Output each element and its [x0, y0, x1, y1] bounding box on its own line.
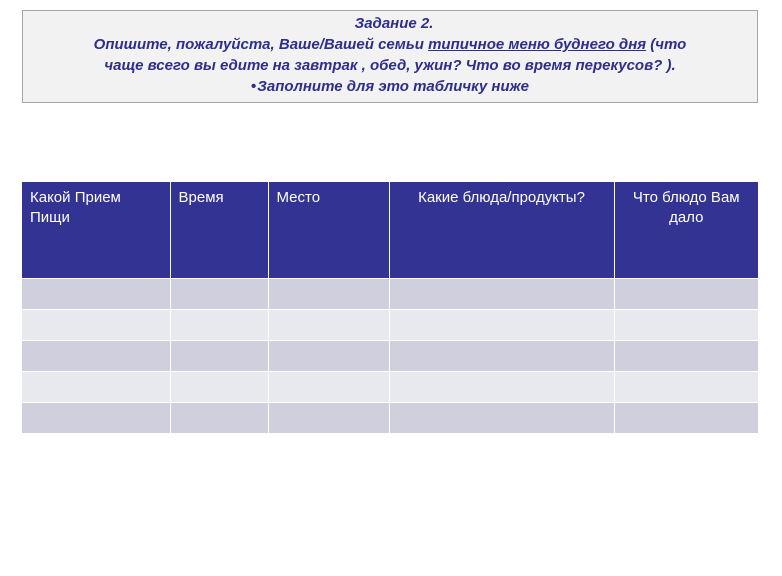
table-row [22, 278, 758, 309]
table-cell[interactable] [170, 340, 268, 371]
table-header-row [22, 182, 758, 278]
table-cell[interactable] [268, 402, 389, 433]
table-cell[interactable] [268, 340, 389, 371]
table-cell[interactable] [22, 402, 170, 433]
table-cell[interactable] [268, 371, 389, 402]
task-text-line-1-start: Опишите, пожалуйста, Ваше/Вашей семьи [93, 36, 429, 53]
table-cell[interactable] [389, 371, 614, 402]
column-header-dishes: Какие блюда/продукты? [389, 182, 614, 278]
table-cell[interactable] [170, 309, 268, 340]
table-cell[interactable] [389, 340, 614, 371]
column-header-meal: Какой Прием Пищи [22, 182, 170, 278]
table-cell[interactable] [268, 309, 389, 340]
table-cell[interactable] [268, 278, 389, 309]
table-row [22, 309, 758, 340]
table-cell[interactable] [614, 278, 758, 309]
task-instruction-box [22, 10, 758, 103]
column-header-benefit: Что блюдо Вам дало [614, 182, 758, 278]
table-row [22, 371, 758, 402]
table-cell[interactable] [389, 402, 614, 433]
bullet-icon: • [250, 78, 257, 95]
table-cell[interactable] [22, 278, 170, 309]
table-cell[interactable] [614, 371, 758, 402]
meal-menu-table [22, 182, 758, 433]
table-cell[interactable] [22, 340, 170, 371]
table-cell[interactable] [614, 402, 758, 433]
table-cell[interactable] [170, 371, 268, 402]
table-cell[interactable] [389, 278, 614, 309]
table-row [22, 402, 758, 433]
table-cell[interactable] [389, 309, 614, 340]
table-cell[interactable] [170, 278, 268, 309]
task-title: Задание 2. [354, 15, 434, 32]
task-text-underlined: типичное меню буднего дня [428, 36, 647, 53]
task-text-line-2: чаще всего вы едите на завтрак , обед, ужин? Что во время перекусов? ). [104, 57, 676, 74]
table-cell[interactable] [614, 340, 758, 371]
table-cell[interactable] [22, 309, 170, 340]
table-cell[interactable] [170, 402, 268, 433]
table-row [22, 340, 758, 371]
column-header-time: Время [170, 182, 268, 278]
task-text-line-3 [23, 76, 757, 97]
task-text-line-1 [23, 34, 757, 55]
table-cell[interactable] [614, 309, 758, 340]
column-header-place: Место [268, 182, 389, 278]
task-text-line-1-end: (что [646, 36, 687, 53]
table-cell[interactable] [22, 371, 170, 402]
task-text-line-3-text: Заполните для это табличку ниже [257, 78, 530, 95]
